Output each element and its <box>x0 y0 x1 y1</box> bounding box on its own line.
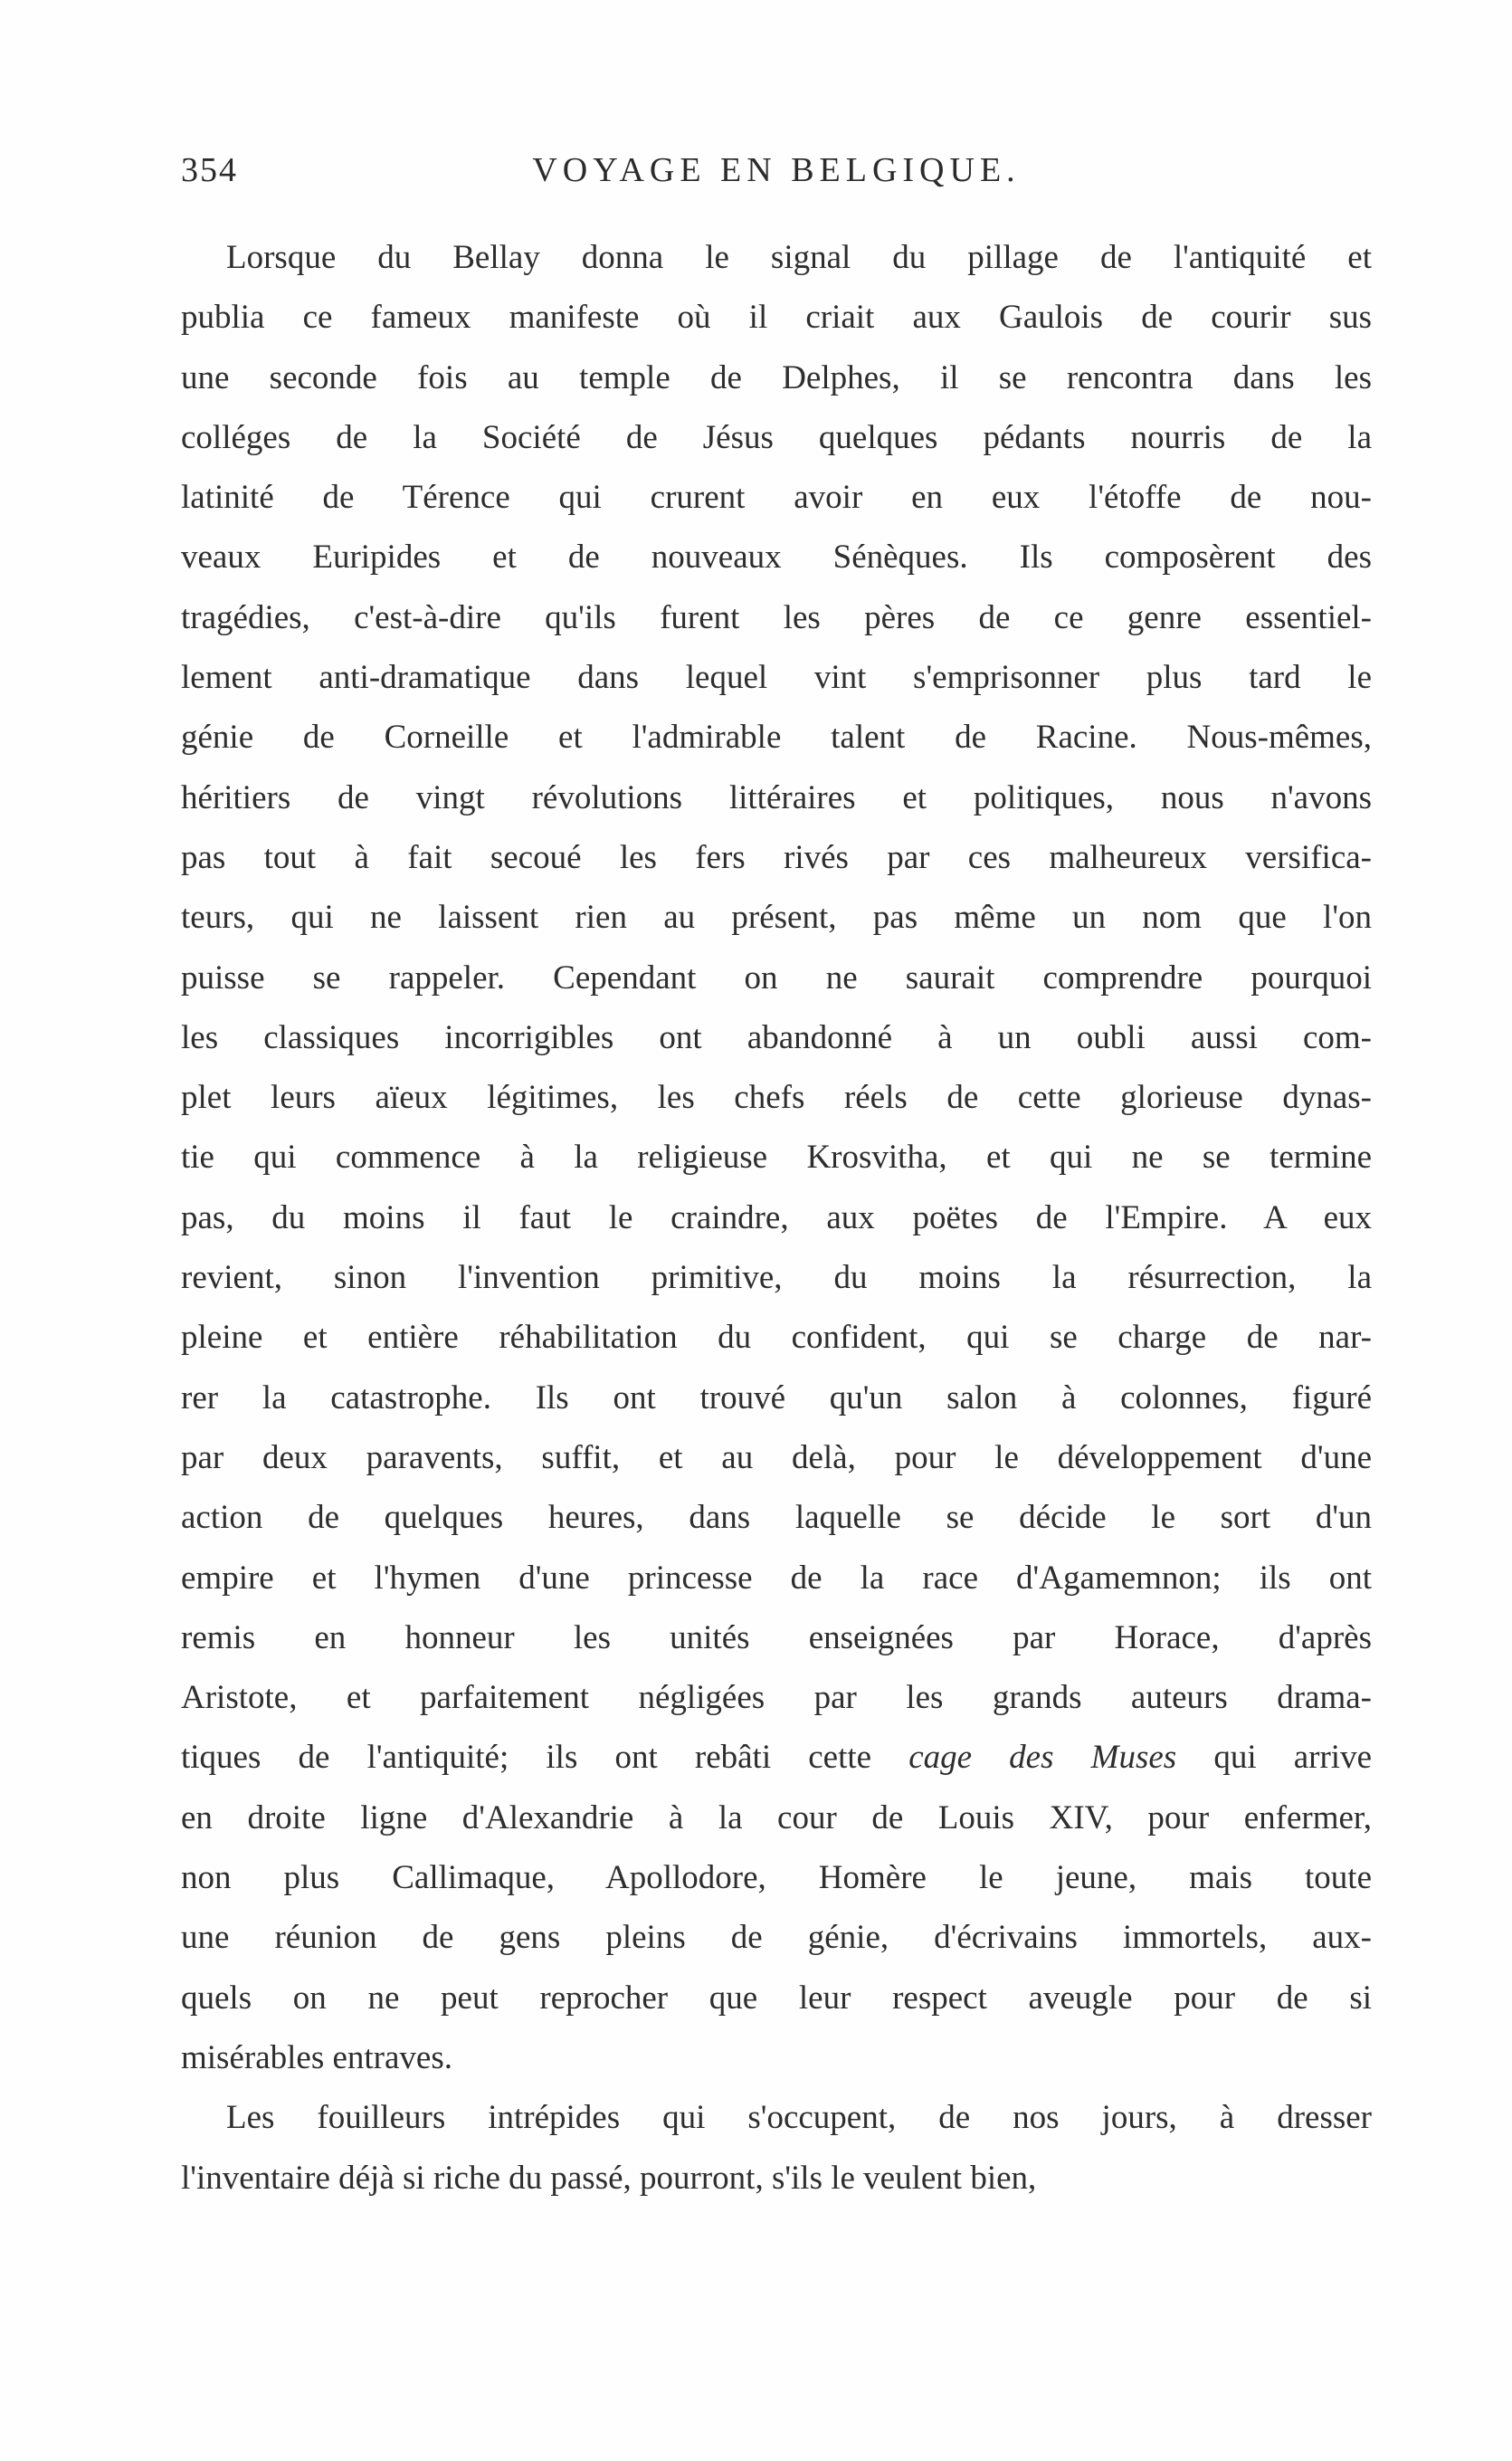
text-line: génie de Corneille et l'admirable talent de Racine. Nous-mêmes, <box>181 719 1372 757</box>
text-line: plet leurs aïeux légitimes, les chefs réels de cette glorieuse dynas- <box>181 1079 1372 1117</box>
text-line: latinité de Térence qui crurent avoir en eux l'étoffe de nou- <box>181 479 1372 517</box>
text-line: lement anti-dramatique dans lequel vint s'emprisonner plus tard le <box>181 659 1372 697</box>
text-line: publia ce fameux manifeste où il criait aux Gaulois de courir sus <box>181 299 1372 337</box>
text-line: Aristote, et parfaitement négligées par les grands auteurs drama- <box>181 1679 1372 1717</box>
text-line: quels on ne peut reprocher que leur respect aveugle pour de si <box>181 1979 1372 2017</box>
text-line: en droite ligne d'Alexandrie à la cour de Louis XIV, pour enfermer, <box>181 1798 1372 1836</box>
text-line: rer la catastrophe. Ils ont trouvé qu'un salon à colonnes, figuré <box>181 1378 1372 1417</box>
text-line: pleine et entière réhabilitation du confident, qui se charge de nar- <box>181 1319 1372 1357</box>
text-line: Les fouilleurs intrépides qui s'occupent, de nos jours, à dresser <box>226 2099 1372 2137</box>
text-line: non plus Callimaque, Apollodore, Homère le jeune, mais toute <box>181 1859 1372 1897</box>
text-line: l'inventaire déjà si riche du passé, pourront, s'ils le veulent bien, <box>181 2159 1037 2197</box>
italic-phrase: cage des Muses <box>908 1739 1177 1777</box>
text-line: par deux paravents, suffit, et au delà, pour le développement d'une <box>181 1438 1372 1476</box>
text-line: pas tout à fait secoué les fers rivés par ces malheureux versifica- <box>181 838 1372 876</box>
text-line: tiques de l'antiquité; ils ont rebâti cette cage des Muses qui arrive <box>181 1739 1372 1777</box>
paragraph-container <box>181 228 1372 2208</box>
text-line: Lorsque du Bellay donna le signal du pillage de l'antiquité et <box>226 239 1372 276</box>
text-line: action de quelques heures, dans laquelle se décide le sort d'un <box>181 1499 1372 1537</box>
page-number: 354 <box>181 151 238 189</box>
text-line: veaux Euripides et de nouveaux Sénèques. Ils composèrent des <box>181 539 1372 577</box>
text-line: une seconde fois au temple de Delphes, il se rencontra dans les <box>181 358 1372 396</box>
text-line: remis en honneur les unités enseignées par Horace, d'après <box>181 1618 1372 1656</box>
text-line: héritiers de vingt révolutions littéraires et politiques, nous n'avons <box>181 778 1372 816</box>
body-text <box>181 228 1372 2208</box>
text-line: revient, sinon l'invention primitive, du moins la résurrection, la <box>181 1259 1372 1297</box>
text-line: misérables entraves. <box>181 2038 452 2076</box>
text-line: tie qui commence à la religieuse Krosvitha, et qui ne se termine <box>181 1139 1372 1177</box>
paragraph <box>181 2088 1372 2208</box>
text-line: empire et l'hymen d'une princesse de la race d'Agamemnon; ils ont <box>181 1559 1372 1597</box>
text-line: puisse se rappeler. Cependant on ne saurait comprendre pourquoi <box>181 959 1372 997</box>
text-line: colléges de la Société de Jésus quelques pédants nourris de la <box>181 418 1372 456</box>
text-line: les classiques incorrigibles ont abandonné à un oubli aussi com- <box>181 1018 1372 1056</box>
page-header <box>181 150 1372 205</box>
text-line: pas, du moins il faut le craindre, aux poëtes de l'Empire. A eux <box>181 1198 1372 1236</box>
paragraph <box>181 228 1372 2088</box>
text-line: une réunion de gens pleins de génie, d'écrivains immortels, aux- <box>181 1919 1372 1957</box>
text-line: teurs, qui ne laissent rien au présent, pas même un nom que l'on <box>181 899 1372 937</box>
text-line: tragédies, c'est-à-dire qu'ils furent les pères de ce genre essentiel- <box>181 598 1372 636</box>
running-title: VOYAGE EN BELGIQUE. <box>532 151 1021 189</box>
